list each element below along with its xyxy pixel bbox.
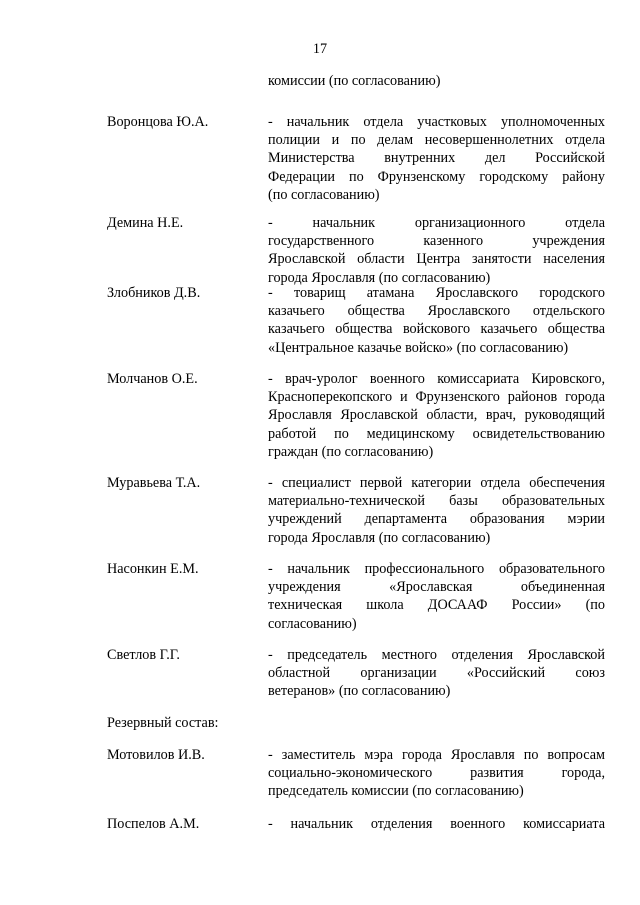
member-role xyxy=(268,746,605,801)
role-line: - врач-уролог военного комиссариата Кировского, xyxy=(268,371,605,387)
role-line: казачьего общества Ярославского отдельского xyxy=(268,303,605,320)
member-name: Молчанов О.Е. xyxy=(107,371,198,387)
page-number: 17 xyxy=(312,41,328,57)
reserve-heading: Резервный состав: xyxy=(107,715,219,731)
role-line: председатель комиссии (по согласованию) xyxy=(268,783,524,800)
role-line: областной организации «Российский союз xyxy=(268,665,605,682)
member-name: Демина Н.Е. xyxy=(107,215,184,231)
role-line: - специалист первой категории отдела обеспечения xyxy=(268,475,605,491)
member-role xyxy=(268,284,605,357)
role-line: (по согласованию) xyxy=(268,186,380,203)
role-line: - заместитель мэра города Ярославля по вопросам xyxy=(268,747,605,763)
role-line: материально-технической базы образовательных xyxy=(268,493,605,510)
member-role xyxy=(268,474,605,547)
member-name: Поспелов А.М. xyxy=(107,816,200,832)
role-line: - начальник отдела участковых уполномоченных xyxy=(268,114,605,130)
member-role xyxy=(268,214,605,287)
member-role xyxy=(268,560,605,633)
member-role xyxy=(268,113,605,204)
member-role xyxy=(268,815,605,833)
role-line: казачьего общества войскового казачьего общества xyxy=(268,321,605,338)
role-line: полиции и по делам несовершеннолетних отдела xyxy=(268,132,605,149)
role-line: - начальник профессионального образовательного xyxy=(268,561,605,577)
role-line: государственного казенного учреждения xyxy=(268,233,605,250)
role-line: учреждений департамента образования мэрии xyxy=(268,511,605,528)
role-line: города Ярославля (по согласованию) xyxy=(268,529,491,546)
role-line: согласованию) xyxy=(268,615,357,632)
role-line: работой по медицинскому освидетельствованию xyxy=(268,425,605,442)
role-line: социально-экономического развития города, xyxy=(268,765,605,782)
role-line: «Центральное казачье войско» (по согласованию) xyxy=(268,339,569,356)
role-line: Федерации по Фрунзенскому городскому району xyxy=(268,168,605,185)
member-role xyxy=(268,370,605,461)
member-name: Муравьева Т.А. xyxy=(107,475,201,491)
role-line: Ярославской области Центра занятости населения xyxy=(268,251,605,268)
member-role xyxy=(268,646,605,701)
member-name: Воронцова Ю.А. xyxy=(107,114,209,130)
role-line: - начальник организационного отдела xyxy=(268,215,605,231)
role-line: города Ярославля (по согласованию) xyxy=(268,269,491,286)
member-name: Насонкин Е.М. xyxy=(107,561,199,577)
role-line: учреждения «Ярославская объединенная xyxy=(268,579,605,596)
role-line: Красноперекопского и Фрунзенского районов города xyxy=(268,389,605,406)
role-line: граждан (по согласованию) xyxy=(268,443,434,460)
member-name: Злобников Д.В. xyxy=(107,285,201,301)
continuation-line: комиссии (по согласованию) xyxy=(268,73,441,89)
role-line: Ярославля Ярославской области, врач, руководящий xyxy=(268,407,605,424)
role-line: техническая школа ДОСААФ России» (по xyxy=(268,597,605,614)
role-line: ветеранов» (по согласованию) xyxy=(268,683,451,700)
member-name: Светлов Г.Г. xyxy=(107,647,180,663)
member-name: Мотовилов И.В. xyxy=(107,747,205,763)
role-line: Министерства внутренних дел Российской xyxy=(268,150,605,167)
role-line: - начальник отделения военного комиссариата xyxy=(268,816,605,832)
role-line: - товарищ атамана Ярославского городского xyxy=(268,285,605,301)
role-line: - председатель местного отделения Ярославской xyxy=(268,647,605,663)
